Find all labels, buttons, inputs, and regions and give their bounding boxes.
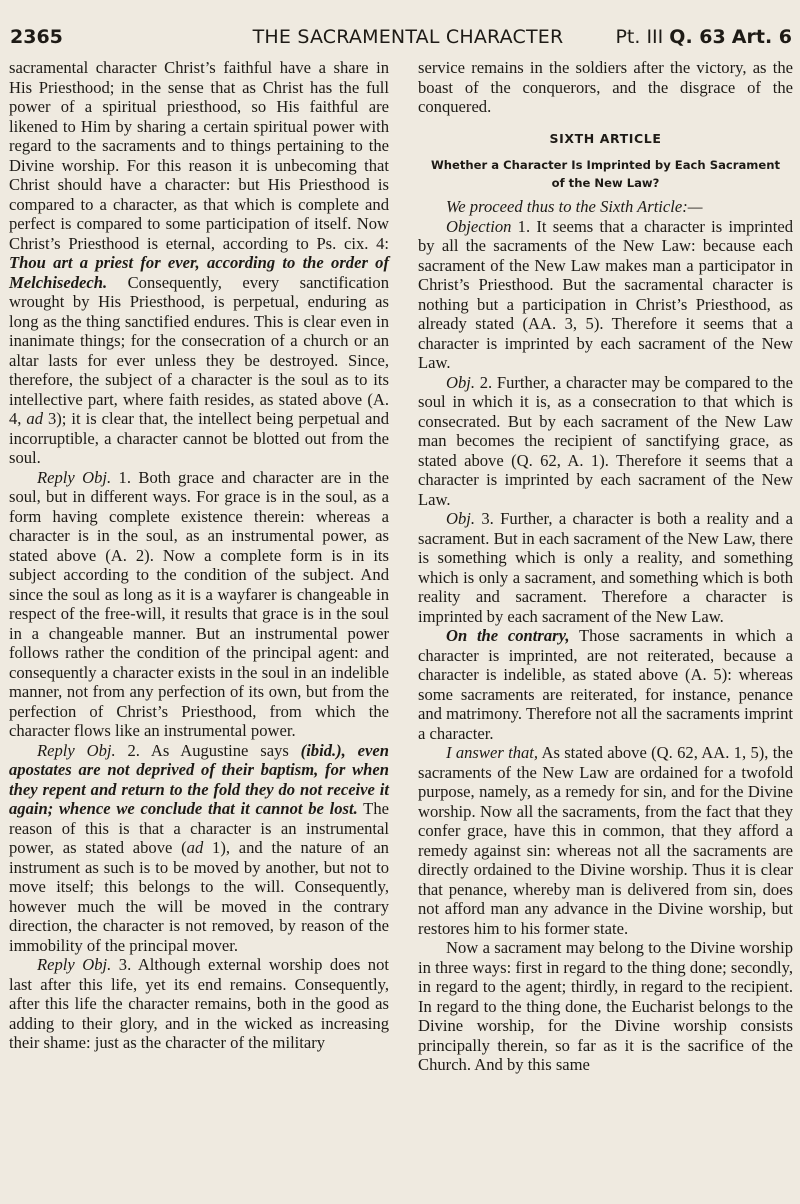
running-header [10, 26, 792, 52]
objection-3: Obj. 3. Further, a character is both a reality and a sacrament. But in each sacrament of the New Law, there is something which is only a reality, and something which is only a sacrament, and something which is both reality and sacrament. Therefore a character is imprinted by each sacrament of the New Law. [418, 509, 793, 626]
respondeo-label: I answer that, [446, 743, 539, 762]
article-ref: Art. 6 [731, 26, 792, 48]
article-question: Whether a Character Is Imprinted by Each Sacrament of the New Law? [430, 158, 781, 190]
reply-objection-2: Reply Obj. 2. As Augustine says (ibid.), even apostates are not deprived of their baptism, for when they repent and return to the fold they do not receive it again; whence we conclude that it cannot be lost. The reason of this is that a character is an instrumental power, as stated above (ad 1), and the nature of an instrument as such is to be moved by another, but not to move itself; this belongs to the will. Consequently, however much the will be moved in the contrary direction, the character is not removed, by reason of the immobility of the principal mover. [9, 740, 389, 955]
objection-label: Obj. [446, 372, 476, 392]
scripture-quote: Thou art a priest for ever, according to the order of Melchisedech. [9, 253, 389, 292]
objection-1: Objection 1. It seems that a character is imprinted by all the sacraments of the New Law: because each sacrament of the New Law makes man a participator in Christ’s Priesthood. But the sacramental character is nothing but a participation in Christ’s Priesthood, as already stated (AA. 3, 5). Therefore it seems that a character is imprinted by each sacrament of the New Law. [418, 216, 793, 372]
left-column [9, 58, 389, 1053]
sed-contra: On the contrary, Those sacraments in which a character is imprinted, are not reiterated, because a character is indelible, as stated above (A. 5): whereas some sacraments are reiterated, for instance, penance and matrimony. Therefore not all the sacraments imprint a character. [418, 626, 793, 743]
section-reference [615, 26, 792, 48]
objection-2: Obj. 2. Further, a character may be compared to the soul in which it is, as a consecration to that which is consecrated. But by each sacrament of the New Law man becomes the recipient of sanctifying grace, as stated above (Q. 62, A. 1). Therefore it seems that a character is imprinted by each sacrament of the New Law. [418, 372, 793, 509]
respondeo: I answer that, As stated above (Q. 62, AA. 1, 5), the sacraments of the New Law are ordained for a twofold purpose, namely, as a remedy for sin, and for the Divine worship. Now all the sacraments, from the fact that they confer grace, have this in common, that they afford a remedy against sin: whereas not all the sacraments are directly ordained to the Divine worship. Thus it is clear that penance, whereby man is delivered from sin, does not afford man any advance in the Divine worship, but restores him to his former state. [418, 743, 793, 938]
paragraph-continuation: service remains in the soldiers after the victory, as the boast of the conquerors, and the disgrace of the conquered. [418, 58, 793, 116]
reply-label: Reply Obj. [37, 740, 116, 760]
proceed-line: We proceed thus to the Sixth Article:— [446, 197, 703, 216]
page-number: 2365 [10, 26, 63, 48]
body-paragraph: Now a sacrament may belong to the Divine worship in three ways: first in regard to the thing done; secondly, in regard to the agent; thirdly, in regard to the recipient. In regard to the thing done, the Eucharist belongs to the Divine worship, for the Divine worship consists principally therein, so far as it is the sacrifice of the Church. And by this same [418, 938, 793, 1074]
question-ref: Q. 63 [669, 26, 726, 48]
reply-objection-3: Reply Obj. 3. Although external worship does not last after this life, yet its end remains. Consequently, after this life the character remains, both in the good as adding to their glory, and in the wicked as increasing their shame: just as the character of the military [9, 955, 389, 1052]
reply-label: Reply Obj. [37, 467, 112, 487]
objection-label: Obj. [446, 509, 476, 528]
part-ref: Pt. III [615, 26, 664, 48]
right-column [418, 58, 793, 1075]
running-title: THE SACRAMENTAL CHARACTER [252, 26, 564, 48]
article-heading: SIXTH ARTICLE [549, 130, 662, 146]
augustine-quote: even apostates are not deprived of their baptism, for when they repent and return to the fold they do not receive it again; whence we conclude that it cannot be lost. [9, 740, 389, 818]
reply-label: Reply Obj. [37, 955, 112, 974]
sed-contra-label: On the contrary, [446, 626, 570, 645]
reply-objection-1: Reply Obj. 1. Both grace and character are in the soul, but in different ways. For grace is in the soul, as a form having complete existence therein: whereas a character is in the soul, as an instrumental power, as stated above (A. 2). Now a complete form is in its subject according to the condition of the subject. And since the soul as long as it is a wayfarer is changeable in respect of the free-will, it results that grace is in the soul in a changeable manner. But an instrumental power follows rather the condition of the principal agent: and consequently a character exists in the soul in an indelible manner, not from any perfection of its own, but from the perfection of Christ’s Priesthood, from which the character flows like an instrumental power. [9, 467, 389, 740]
objection-label: Objection [446, 216, 512, 236]
paragraph-continuation: sacramental character Christ’s faithful have a share in His Priesthood; in the sense that as Christ has the full power of a spiritual priesthood, so His faithful are likened to Him by sharing a certain spiritual power with regard to the sacraments and to things pertaining to the Divine worship. For this reason it is unbecoming that Christ should have a character: but His Priesthood is compared to a character, as that which is complete and perfect is compared to some participation of itself. Now Christ’s Priesthood is eternal, according to Ps. cix. 4: Thou art a priest for ever, according to the order of Melchisedech. Consequently, every sanctification wrought by His Priesthood, is perpetual, enduring as long as the thing sanctified endures. This is clear even in inanimate things; for the consecration of a church or an altar lasts for ever unless they be destroyed. Since, therefore, the subject of a character is the soul as to its intellective part, where faith resides, as stated above (A. 4, ad 3); it is clear that, the intellect being perpetual and incorruptible, a character cannot be blotted out from the soul. [9, 58, 389, 467]
